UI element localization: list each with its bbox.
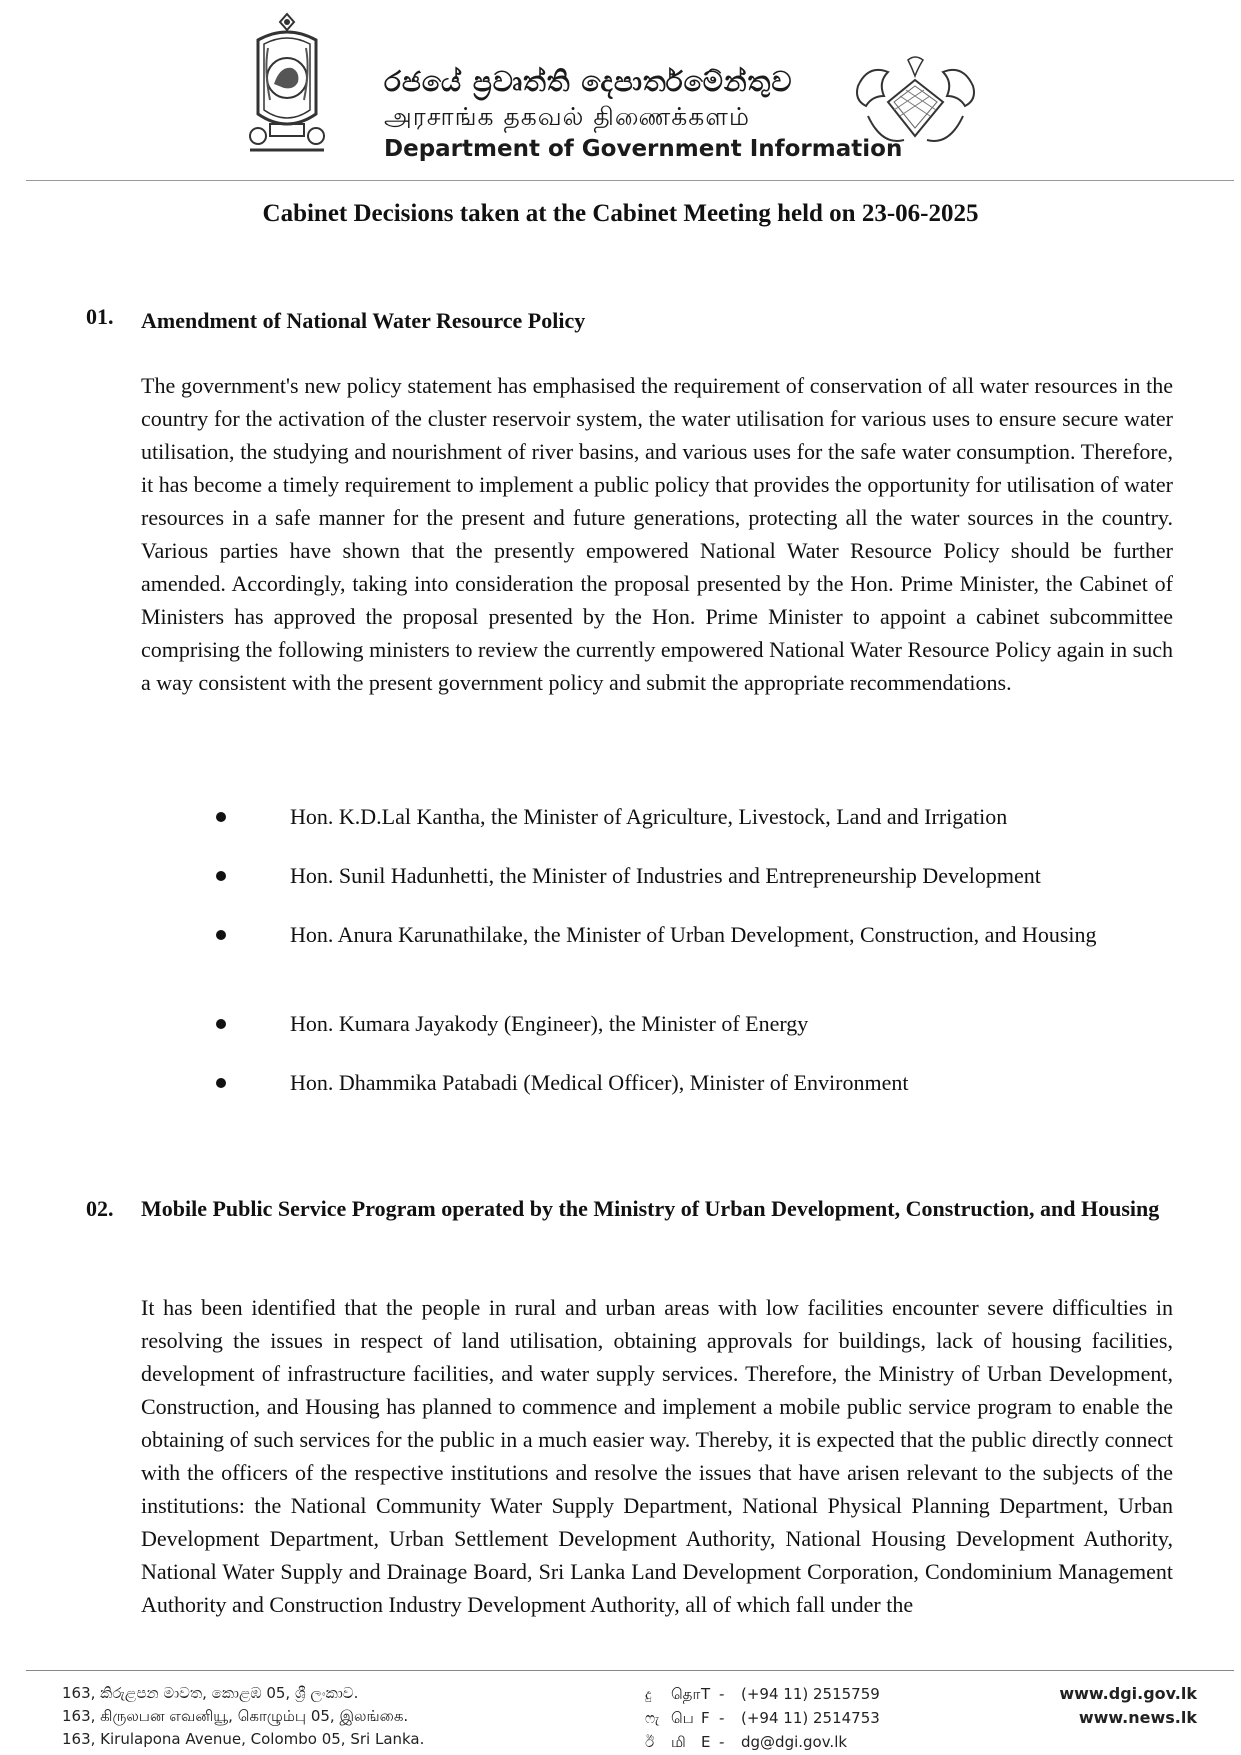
footer-address [62, 1682, 424, 1751]
department-name-english: Department of Government Information [384, 136, 903, 162]
minister-list-item: Hon. Sunil Hadunhetti, the Minister of Industries and Entrepreneurship Development [290, 863, 1041, 888]
minister-list-item: Hon. Dhammika Patabadi (Medical Officer), Minister of Environment [290, 1070, 909, 1095]
email-address: dg@dgi.gov.lk [741, 1733, 848, 1751]
contact-label-english: T [701, 1685, 711, 1703]
contact-fax [645, 1706, 880, 1730]
department-name-tamil: அரசாங்க தகவல் திணைக்களம் [384, 102, 750, 131]
contact-email [645, 1730, 880, 1754]
fax-number: (+94 11) 2514753 [741, 1709, 880, 1727]
national-emblem-icon [244, 10, 330, 162]
decorative-ornament-icon [848, 56, 983, 152]
footer [0, 1672, 1241, 1755]
page-title: Cabinet Decisions taken at the Cabinet Meeting held on 23-06-2025 [262, 200, 979, 227]
contact-phone [645, 1682, 880, 1706]
website-link[interactable]: www.dgi.gov.lk [1059, 1684, 1197, 1703]
address-tamil: 163, கிருலபன எவனியூ, கொழும்பு 05, இலங்கை. [62, 1707, 409, 1725]
header-divider [26, 180, 1234, 181]
bullet-icon [216, 1019, 226, 1029]
minister-list-item: Hon. Kumara Jayakody (Engineer), the Minister of Energy [290, 1011, 809, 1036]
contact-label-english: E [701, 1733, 711, 1751]
section-number: 01. [86, 304, 114, 329]
contact-label-sinhala: ඊ [645, 1733, 655, 1751]
bullet-icon [216, 1078, 226, 1088]
address-english: 163, Kirulapona Avenue, Colombo 05, Sri Lanka. [62, 1730, 425, 1748]
minister-list-item: Hon. Anura Karunathilake, the Minister of Urban Development, Construction, and Housing [290, 922, 1097, 947]
phone-number: (+94 11) 2515759 [741, 1685, 880, 1703]
bullet-icon [216, 871, 226, 881]
footer-divider [26, 1670, 1234, 1671]
footer-websites [1059, 1682, 1197, 1730]
address-sinhala: 163, කිරුළපන මාවත, කොළඹ 05, ශ්‍රී ලංකාව. [62, 1684, 359, 1702]
section-body: The government's new policy statement has emphasised the requirement of conservation of all water resources in the country for the activation of the cluster reservoir system, the water utilisation for various uses to ensure secure water utilisation, the studying and nourishment of river basins, and various uses for the safe water consumption. Therefore, it has become a timely requirement to implement a public policy that provides the opportunity for utilisation of water resources in a safe manner for the present and future generations, protecting all the water sources in the country. Various parties have shown that the presently empowered National Water Resource Policy should be further amended. Accordingly, taking into consideration the proposal presented by the Hon. Prime Minister, the Cabinet of Ministers has approved the proposal presented by the Hon. Prime Minister to appoint a cabinet subcommittee comprising the following ministers to review the currently empowered National Water Resource Policy again in such a way consistent with the present government policy and submit the appropriate recommendations. [141, 373, 1173, 695]
contact-separator: - [719, 1685, 725, 1703]
contact-separator: - [719, 1709, 725, 1727]
section-title: Amendment of National Water Resource Policy [141, 308, 586, 333]
contact-label-tamil: மி [671, 1733, 686, 1751]
section-title: Mobile Public Service Program operated by the Ministry of Urban Development, Construction, and Housing [141, 1196, 1160, 1221]
minister-list-item: Hon. K.D.Lal Kantha, the Minister of Agriculture, Livestock, Land and Irrigation [290, 804, 1008, 829]
section-body: It has been identified that the people in rural and urban areas with low facilities encounter severe difficulties in resolving the issues in respect of land utilisation, obtaining approvals for buildings, lack of housing facilities, development of infrastructure facilities, and water supply services. Therefore, the Ministry of Urban Development, Construction, and Housing has planned to commence and implement a mobile public service program to enable the obtaining of such services for the public in a much easier way. Thereby, it is expected that the public directly connect with the officers of the respective institutions and resolve the issues that have arisen relevant to the subjects of the institutions: the National Community Water Supply Department, National Physical Planning Department, Urban Development Department, Urban Settlement Development Authority, National Housing Development Authority, National Water Supply and Drainage Board, Sri Lanka Land Development Corporation, Condominium Management Authority and Construction Industry Development Authority, all of which fall under the [141, 1295, 1173, 1617]
bullet-icon [216, 812, 226, 822]
contact-label-sinhala: ෆැ [645, 1709, 660, 1727]
department-name-sinhala: රජයේ ප්‍රවෘත්ති දෙපාර්තමේන්තුව [384, 65, 793, 98]
footer-contacts [645, 1682, 880, 1754]
contact-label-tamil: பெ [671, 1709, 694, 1727]
letterhead [0, 0, 1241, 180]
department-names [384, 64, 902, 164]
contact-separator: - [719, 1733, 725, 1751]
contact-label-english: F [701, 1709, 710, 1727]
contact-label-tamil: தொ [671, 1685, 701, 1703]
contact-label-sinhala: දු [645, 1685, 652, 1703]
bullet-icon [216, 930, 226, 940]
section-number: 02. [86, 1196, 114, 1221]
website-link[interactable]: www.news.lk [1078, 1708, 1197, 1727]
